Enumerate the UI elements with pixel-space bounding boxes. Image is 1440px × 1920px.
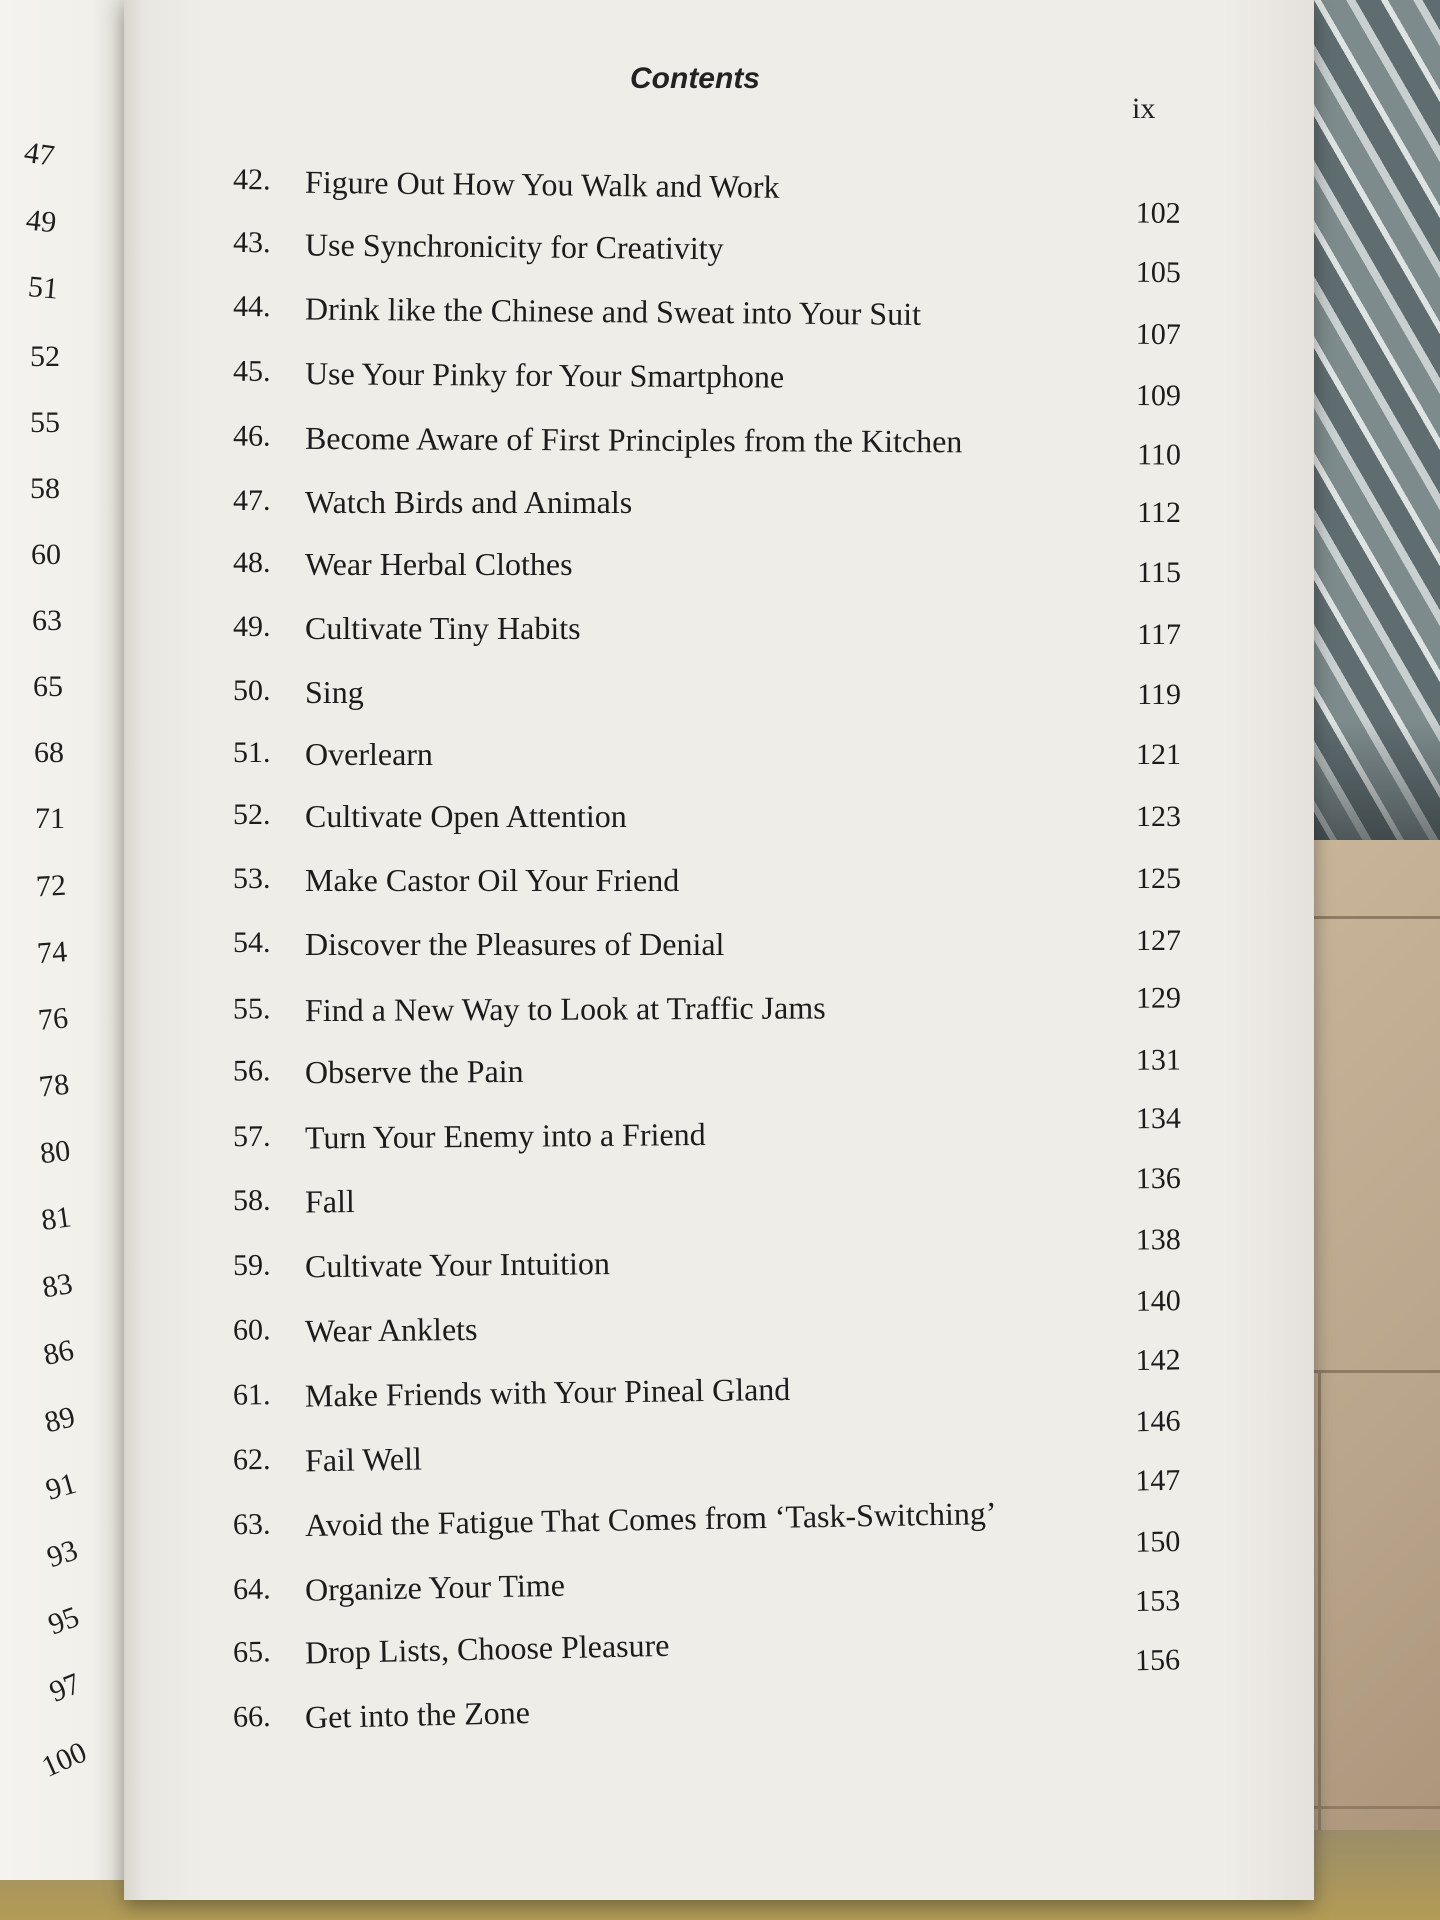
entry-page: 156 (1134, 1643, 1181, 1678)
entry-number: 64. (232, 1572, 271, 1607)
toc-entry (232, 419, 1183, 472)
toc-entry (233, 736, 1183, 776)
toc-entry (232, 1161, 1183, 1224)
toc-entry (232, 354, 1183, 413)
entry-page: 105 (1135, 255, 1181, 290)
entry-number: 55. (232, 992, 271, 1026)
entry-number: 47. (233, 484, 271, 517)
toc-entry (233, 862, 1183, 902)
entry-number: 43. (232, 225, 271, 260)
entry-title: Watch Birds and Animals (305, 484, 633, 520)
entry-page: 146 (1135, 1404, 1181, 1439)
entry-page: 127 (1136, 924, 1181, 957)
left-page-number: 100 (36, 1735, 92, 1784)
entry-page: 131 (1135, 1043, 1182, 1077)
entry-number: 44. (232, 289, 271, 324)
toc-entry (233, 484, 1183, 529)
toc-entry (232, 1101, 1183, 1160)
left-page-number: 72 (35, 868, 67, 904)
left-page-number: 93 (42, 1533, 82, 1575)
entry-title: Wear Anklets (304, 1310, 478, 1349)
left-page-number: 91 (42, 1466, 80, 1507)
left-page-number: 89 (41, 1400, 79, 1440)
left-page-number: 76 (36, 1001, 70, 1037)
entry-number: 61. (232, 1378, 271, 1412)
left-page-number: 63 (32, 604, 62, 637)
entry-title: Overlearn (305, 736, 433, 772)
page-title: Contents (630, 62, 760, 95)
left-page-number: 49 (24, 203, 58, 240)
toc-entry (233, 610, 1183, 650)
left-page-number: 47 (22, 135, 57, 173)
entry-title: Sing (305, 674, 364, 710)
entry-title: Use Synchronicity for Creativity (304, 226, 724, 267)
entry-title: Cultivate Open Attention (305, 798, 627, 834)
entry-number: 57. (232, 1119, 271, 1154)
entry-title: Become Aware of First Principles from the Kitchen (304, 419, 963, 460)
entry-page: 134 (1135, 1101, 1182, 1136)
entry-number: 45. (232, 354, 271, 388)
left-page-number: 80 (38, 1133, 73, 1171)
entry-number: 58. (232, 1183, 271, 1218)
toc-entry (233, 546, 1183, 589)
left-page-number: 60 (31, 538, 61, 571)
left-page-number: 68 (34, 736, 64, 769)
entry-number: 54. (233, 926, 271, 959)
left-page-number: 83 (39, 1266, 76, 1305)
entry-number: 56. (232, 1054, 271, 1088)
toc-entry (233, 926, 1183, 966)
entry-page: 112 (1137, 496, 1181, 529)
left-page-number: 51 (26, 270, 60, 306)
entry-title: Discover the Pleasures of Denial (305, 926, 725, 962)
entry-title: Fail Well (304, 1440, 423, 1479)
entry-number: 62. (232, 1442, 271, 1477)
entry-title: Use Your Pinky for Your Smartphone (304, 355, 785, 395)
toc-entry (232, 1043, 1183, 1095)
toc-entry (232, 981, 1183, 1033)
entry-title: Make Castor Oil Your Friend (305, 862, 680, 898)
entry-number: 63. (232, 1507, 271, 1542)
left-page-number: 95 (43, 1600, 84, 1642)
entry-page: 147 (1135, 1463, 1181, 1498)
entry-title: Find a New Way to Look at Traffic Jams (304, 989, 826, 1029)
entry-page: 138 (1135, 1223, 1181, 1257)
entry-number: 51. (233, 736, 271, 769)
entry-page: 107 (1135, 317, 1181, 352)
facing-page (0, 0, 130, 1880)
entry-number: 53. (233, 862, 271, 895)
entry-number: 48. (233, 546, 271, 579)
entry-title: Figure Out How You Walk and Work (304, 163, 780, 205)
entry-page: 150 (1134, 1524, 1181, 1559)
entry-number: 52. (233, 798, 271, 831)
left-page-number: 52 (30, 340, 60, 373)
left-page-number: 86 (40, 1333, 77, 1373)
entry-number: 49. (233, 610, 271, 643)
toc-entry (233, 798, 1183, 838)
entry-title: Cultivate Tiny Habits (305, 610, 581, 646)
left-page-number: 55 (30, 406, 60, 439)
entry-title: Observe the Pain (304, 1052, 524, 1091)
entry-page: 136 (1135, 1161, 1181, 1196)
left-page-number: 78 (37, 1067, 71, 1104)
entry-page: 153 (1134, 1584, 1181, 1619)
entry-page: 102 (1135, 196, 1181, 230)
entry-page: 117 (1137, 618, 1181, 651)
entry-page: 110 (1136, 438, 1182, 472)
entry-number: 46. (232, 419, 271, 453)
entry-number: 66. (232, 1699, 271, 1734)
page-number: ix (1132, 92, 1156, 125)
entry-page: 125 (1136, 862, 1181, 895)
entry-page: 121 (1136, 738, 1181, 771)
toc-entry (232, 225, 1183, 290)
entry-title: Drop Lists, Choose Pleasure (304, 1626, 670, 1671)
left-page-number: 81 (39, 1200, 74, 1238)
entry-page: 142 (1135, 1343, 1181, 1378)
entry-title: Cultivate Your Intuition (304, 1245, 611, 1285)
left-page-number: 58 (30, 472, 60, 505)
left-page-number: 65 (33, 670, 63, 703)
entry-page: 140 (1135, 1284, 1181, 1318)
entry-page: 123 (1136, 800, 1181, 833)
left-page-number: 74 (35, 935, 69, 971)
entry-title: Fall (304, 1183, 355, 1220)
entry-number: 42. (232, 163, 271, 197)
entry-number: 59. (232, 1248, 271, 1282)
left-page-number: 97 (44, 1666, 86, 1709)
entry-title: Organize Your Time (304, 1566, 566, 1608)
entry-title: Get into the Zone (304, 1694, 531, 1736)
toc-entry (232, 289, 1183, 352)
entry-number: 60. (232, 1313, 271, 1347)
entry-page: 109 (1135, 378, 1182, 413)
entry-title: Make Friends with Your Pineal Gland (304, 1370, 791, 1414)
entry-title: Drink like the Chinese and Sweat into Your Suit (304, 290, 922, 332)
entry-title: Wear Herbal Clothes (305, 546, 573, 582)
entry-title: Avoid the Fatigue That Comes from ‘Task-Switching’ (304, 1494, 997, 1544)
entry-title: Turn Your Enemy into a Friend (304, 1116, 706, 1156)
entry-page: 119 (1137, 678, 1181, 711)
left-page-number: 71 (35, 802, 65, 835)
entry-page: 129 (1135, 981, 1182, 1015)
entry-number: 50. (233, 674, 271, 707)
entry-number: 65. (232, 1635, 271, 1669)
toc-entry (233, 674, 1183, 714)
entry-page: 115 (1137, 556, 1181, 589)
